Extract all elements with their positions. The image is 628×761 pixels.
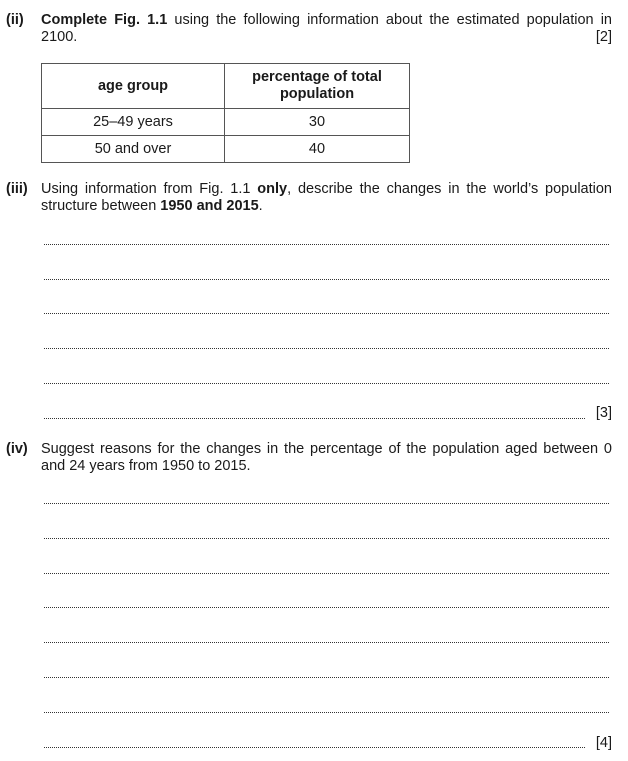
- table-row: [42, 109, 410, 136]
- question-iv: [0, 441, 612, 481]
- answer-line[interactable]: [44, 677, 609, 678]
- answer-line[interactable]: [44, 712, 609, 713]
- question-text-part: Using information from Fig. 1.1: [41, 181, 258, 197]
- table-cell: 30: [225, 109, 410, 136]
- answer-line[interactable]: [44, 747, 585, 748]
- answer-line[interactable]: [44, 573, 609, 574]
- question-text-part: .: [258, 198, 263, 214]
- answer-line[interactable]: [44, 383, 609, 384]
- marks-label: [2]: [595, 29, 612, 45]
- question-iii: [0, 181, 612, 221]
- answer-line[interactable]: [44, 279, 609, 280]
- answer-line[interactable]: [44, 642, 609, 643]
- info-table: [41, 63, 410, 163]
- question-number: (iii): [6, 181, 28, 197]
- question-text-rest: using the following information about the estimated population in 2100.: [41, 12, 612, 45]
- answer-line[interactable]: [44, 503, 609, 504]
- table-row: [42, 136, 410, 163]
- question-bold-part: only: [257, 181, 288, 197]
- table-header-row: [42, 64, 410, 109]
- table-cell: 50 and over: [42, 136, 225, 163]
- question-text: [41, 12, 612, 46]
- marks-label: [3]: [595, 405, 612, 421]
- question-bold-part: 1950 and 2015: [160, 198, 259, 214]
- answer-line[interactable]: [44, 313, 609, 314]
- answer-line[interactable]: [44, 607, 609, 608]
- question-number: (iv): [6, 441, 28, 457]
- table-cell: 25–49 years: [42, 109, 225, 136]
- question-text-part: , describe the changes in the world’s population structure between: [41, 181, 612, 214]
- marks-label: [4]: [595, 735, 612, 751]
- table-header-cell: percentage of total population: [225, 64, 410, 109]
- question-number: (ii): [6, 12, 24, 28]
- question-bold-lead: Complete Fig. 1.1: [41, 12, 168, 28]
- table-header-cell: age group: [42, 64, 225, 109]
- table-cell: 40: [225, 136, 410, 163]
- answer-line[interactable]: [44, 244, 609, 245]
- question-ii: [0, 12, 612, 52]
- answer-line[interactable]: [44, 538, 609, 539]
- question-text: [41, 181, 612, 215]
- answer-line[interactable]: [44, 348, 609, 349]
- answer-line[interactable]: [44, 418, 585, 419]
- question-text: Suggest reasons for the changes in the percentage of the population aged between 0 and 24 years from 1950 to 2015.: [41, 441, 612, 474]
